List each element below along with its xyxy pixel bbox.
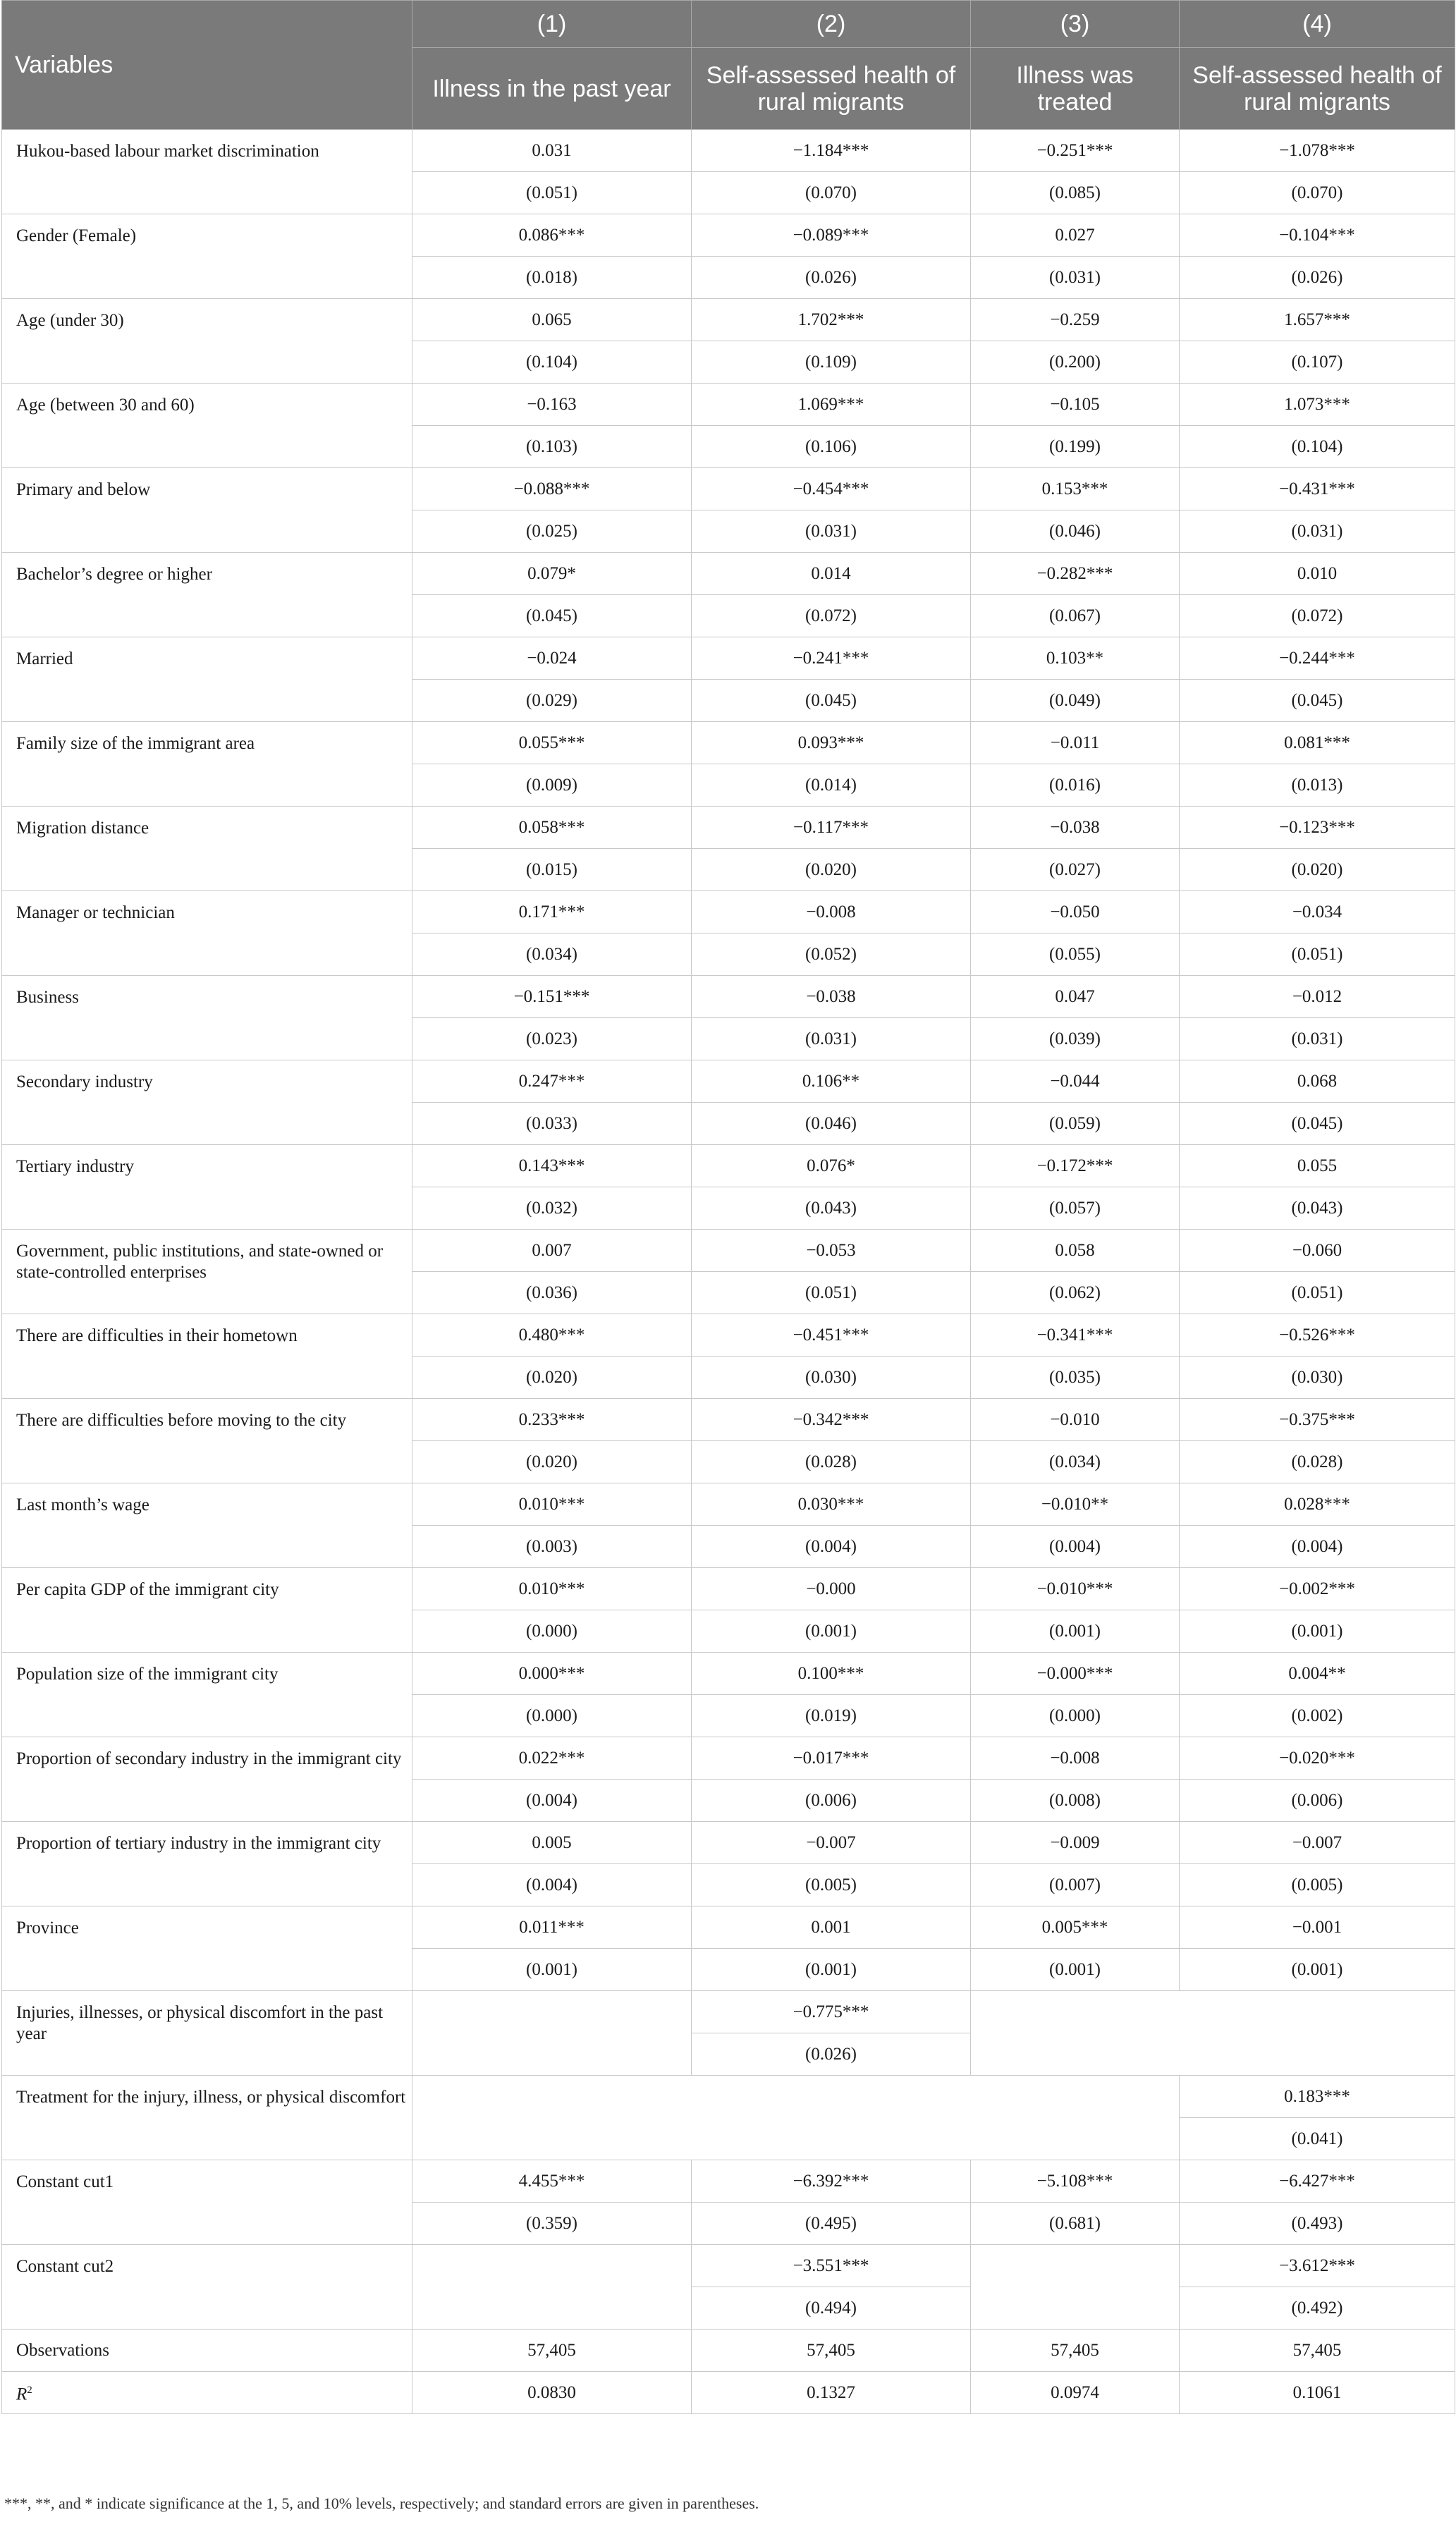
standard-error-cell: (0.005) <box>1180 1864 1455 1906</box>
coefficient-cell: 0.022*** <box>412 1737 692 1780</box>
standard-error-cell: (0.049) <box>971 680 1180 722</box>
standard-error-cell: (0.067) <box>971 595 1180 637</box>
coefficient-cell: −0.241*** <box>692 637 971 680</box>
standard-error-cell: (0.031) <box>1180 510 1455 553</box>
standard-error-cell: (0.001) <box>971 1949 1180 1991</box>
standard-error-cell: (0.494) <box>692 2287 971 2330</box>
table-row <box>2 468 1455 510</box>
observations-label: Observations <box>2 2330 412 2372</box>
standard-error-cell: (0.004) <box>412 1864 692 1906</box>
standard-error-cell: (0.046) <box>692 1103 971 1145</box>
standard-error-cell: (0.359) <box>412 2203 692 2245</box>
standard-error-cell: (0.493) <box>1180 2203 1455 2245</box>
r-squared-symbol: R <box>16 2385 27 2404</box>
observations-cell: 57,405 <box>692 2330 971 2372</box>
standard-error-cell: (0.043) <box>1180 1187 1455 1230</box>
coefficient-cell: −0.105 <box>971 384 1180 426</box>
coefficient-cell: 0.076* <box>692 1145 971 1187</box>
table-row <box>2 2372 1455 2414</box>
standard-error-cell: (0.199) <box>971 426 1180 468</box>
coefficient-cell: −0.034 <box>1180 891 1455 933</box>
coefficient-cell: 0.055 <box>1180 1145 1455 1187</box>
coefficient-cell: 0.058*** <box>412 807 692 849</box>
table-row <box>2 1991 1455 2033</box>
col-number-4: (4) <box>1180 1 1455 48</box>
standard-error-cell: (0.034) <box>971 1441 1180 1483</box>
coefficient-cell: −1.184*** <box>692 130 971 172</box>
coefficient-cell: −0.038 <box>692 976 971 1018</box>
coefficient-cell: 1.657*** <box>1180 299 1455 341</box>
coefficient-cell: 0.086*** <box>412 214 692 257</box>
table-row <box>2 2160 1455 2203</box>
coefficient-cell: 0.058 <box>971 1230 1180 1272</box>
coefficient-cell: −0.002*** <box>1180 1568 1455 1610</box>
table-row <box>2 1653 1455 1695</box>
r-squared-cell: 0.1061 <box>1180 2372 1455 2414</box>
standard-error-cell: (0.004) <box>692 1526 971 1568</box>
r-squared-cell: 0.1327 <box>692 2372 971 2414</box>
r-squared-cell: 0.0830 <box>412 2372 692 2414</box>
variable-label: Family size of the immigrant area <box>2 722 412 807</box>
standard-error-cell: (0.051) <box>692 1272 971 1314</box>
standard-error-cell: (0.025) <box>412 510 692 553</box>
coefficient-cell: −0.011 <box>971 722 1180 764</box>
standard-error-cell: (0.020) <box>1180 849 1455 891</box>
standard-error-cell: (0.030) <box>692 1357 971 1399</box>
coefficient-cell: −0.088*** <box>412 468 692 510</box>
col-number-2: (2) <box>692 1 971 48</box>
standard-error-cell: (0.019) <box>692 1695 971 1737</box>
coefficient-cell: −0.431*** <box>1180 468 1455 510</box>
r-squared-label <box>2 2372 412 2414</box>
empty-cell <box>971 2245 1180 2330</box>
standard-error-cell: (0.681) <box>971 2203 1180 2245</box>
standard-error-cell: (0.106) <box>692 426 971 468</box>
standard-error-cell: (0.003) <box>412 1526 692 1568</box>
coefficient-cell: 0.247*** <box>412 1060 692 1103</box>
standard-error-cell: (0.495) <box>692 2203 971 2245</box>
col-number-3: (3) <box>971 1 1180 48</box>
observations-cell: 57,405 <box>971 2330 1180 2372</box>
standard-error-cell: (0.104) <box>1180 426 1455 468</box>
standard-error-cell: (0.072) <box>1180 595 1455 637</box>
coefficient-cell: −1.078*** <box>1180 130 1455 172</box>
table-row <box>2 807 1455 849</box>
coefficient-cell: −3.612*** <box>1180 2245 1455 2287</box>
variable-label: Tertiary industry <box>2 1145 412 1230</box>
coefficient-cell: −0.010** <box>971 1483 1180 1526</box>
standard-error-cell: (0.035) <box>971 1357 1180 1399</box>
table-row <box>2 976 1455 1018</box>
coefficient-cell: 0.005 <box>412 1822 692 1864</box>
variable-label: There are difficulties before moving to the city <box>2 1399 412 1483</box>
table-row <box>2 1483 1455 1526</box>
coefficient-cell: −0.089*** <box>692 214 971 257</box>
standard-error-cell: (0.109) <box>692 341 971 384</box>
standard-error-cell: (0.028) <box>1180 1441 1455 1483</box>
coefficient-cell: −0.008 <box>692 891 971 933</box>
standard-error-cell: (0.015) <box>412 849 692 891</box>
coefficient-cell: −0.010*** <box>971 1568 1180 1610</box>
standard-error-cell: (0.031) <box>692 510 971 553</box>
variable-label: Primary and below <box>2 468 412 553</box>
standard-error-cell: (0.029) <box>412 680 692 722</box>
variable-label: Business <box>2 976 412 1060</box>
standard-error-cell: (0.000) <box>412 1610 692 1653</box>
variable-label: Hukou-based labour market discrimination <box>2 130 412 214</box>
variable-label: Last month’s wage <box>2 1483 412 1568</box>
coefficient-cell: 0.153*** <box>971 468 1180 510</box>
coefficient-cell: −0.007 <box>692 1822 971 1864</box>
table-row <box>2 1230 1455 1272</box>
coefficient-cell: −0.010 <box>971 1399 1180 1441</box>
table-row <box>2 1822 1455 1864</box>
standard-error-cell: (0.059) <box>971 1103 1180 1145</box>
variable-label: Government, public institutions, and state-owned or state-controlled enterprises <box>2 1230 412 1314</box>
coefficient-cell: 0.000*** <box>412 1653 692 1695</box>
coefficient-cell: 4.455*** <box>412 2160 692 2203</box>
standard-error-cell: (0.001) <box>412 1949 692 1991</box>
coefficient-cell: −6.392*** <box>692 2160 971 2203</box>
coefficient-cell: 0.106** <box>692 1060 971 1103</box>
coefficient-cell: 0.031 <box>412 130 692 172</box>
coefficient-cell: −0.053 <box>692 1230 971 1272</box>
coefficient-cell: 0.143*** <box>412 1145 692 1187</box>
standard-error-cell: (0.034) <box>412 933 692 976</box>
variable-label: Constant cut1 <box>2 2160 412 2245</box>
coefficient-cell: 0.183*** <box>1180 2076 1455 2118</box>
standard-error-cell: (0.200) <box>971 341 1180 384</box>
coefficient-cell: 0.010*** <box>412 1568 692 1610</box>
coefficient-cell: −0.526*** <box>1180 1314 1455 1357</box>
table-row <box>2 299 1455 341</box>
observations-cell: 57,405 <box>412 2330 692 2372</box>
header-row-numbers <box>2 1 1455 48</box>
standard-error-cell: (0.000) <box>412 1695 692 1737</box>
standard-error-cell: (0.023) <box>412 1018 692 1060</box>
coefficient-cell: −0.000*** <box>971 1653 1180 1695</box>
coefficient-cell: −0.000 <box>692 1568 971 1610</box>
standard-error-cell: (0.028) <box>692 1441 971 1483</box>
standard-error-cell: (0.016) <box>971 764 1180 807</box>
standard-error-cell: (0.030) <box>1180 1357 1455 1399</box>
standard-error-cell: (0.006) <box>1180 1780 1455 1822</box>
standard-error-cell: (0.026) <box>1180 257 1455 299</box>
variable-label: Per capita GDP of the immigrant city <box>2 1568 412 1653</box>
variable-label: Population size of the immigrant city <box>2 1653 412 1737</box>
r-squared-exponent: 2 <box>27 2385 32 2396</box>
col-title-2: Self-assessed health of rural migrants <box>692 48 971 130</box>
coefficient-cell: 0.093*** <box>692 722 971 764</box>
coefficient-cell: −0.123*** <box>1180 807 1455 849</box>
standard-error-cell: (0.062) <box>971 1272 1180 1314</box>
coefficient-cell: 0.027 <box>971 214 1180 257</box>
standard-error-cell: (0.036) <box>412 1272 692 1314</box>
standard-error-cell: (0.002) <box>1180 1695 1455 1737</box>
coefficient-cell: 1.073*** <box>1180 384 1455 426</box>
standard-error-cell: (0.004) <box>971 1526 1180 1568</box>
standard-error-cell: (0.004) <box>412 1780 692 1822</box>
standard-error-cell: (0.026) <box>692 257 971 299</box>
standard-error-cell: (0.014) <box>692 764 971 807</box>
table-row <box>2 384 1455 426</box>
coefficient-cell: −0.454*** <box>692 468 971 510</box>
coefficient-cell: 0.001 <box>692 1906 971 1949</box>
table-row <box>2 1906 1455 1949</box>
coefficient-cell: −0.151*** <box>412 976 692 1018</box>
coefficient-cell: −0.001 <box>1180 1906 1455 1949</box>
coefficient-cell: −0.050 <box>971 891 1180 933</box>
coefficient-cell: 0.047 <box>971 976 1180 1018</box>
coefficient-cell: −0.044 <box>971 1060 1180 1103</box>
standard-error-cell: (0.001) <box>1180 1610 1455 1653</box>
table-row <box>2 214 1455 257</box>
table-footnote: ***, **, and * indicate significance at the 1, 5, and 10% levels, respectively; and standard errors are given in parentheses. <box>4 2495 759 2512</box>
standard-error-cell: (0.057) <box>971 1187 1180 1230</box>
table-row <box>2 2245 1455 2287</box>
coefficient-cell: −0.172*** <box>971 1145 1180 1187</box>
standard-error-cell: (0.051) <box>412 172 692 214</box>
coefficient-cell: 0.081*** <box>1180 722 1455 764</box>
standard-error-cell: (0.006) <box>692 1780 971 1822</box>
table-row <box>2 2076 1455 2118</box>
standard-error-cell: (0.045) <box>692 680 971 722</box>
coefficient-cell: −0.104*** <box>1180 214 1455 257</box>
coefficient-cell: −0.775*** <box>692 1991 971 2033</box>
coefficient-cell: −0.244*** <box>1180 637 1455 680</box>
coefficient-cell: −0.451*** <box>692 1314 971 1357</box>
standard-error-cell: (0.031) <box>692 1018 971 1060</box>
coefficient-cell: 0.011*** <box>412 1906 692 1949</box>
standard-error-cell: (0.004) <box>1180 1526 1455 1568</box>
variable-label: Age (between 30 and 60) <box>2 384 412 468</box>
variables-header: Variables <box>2 1 412 130</box>
variable-label: Injuries, illnesses, or physical discomfort in the past year <box>2 1991 412 2076</box>
standard-error-cell: (0.043) <box>692 1187 971 1230</box>
coefficient-cell: 0.233*** <box>412 1399 692 1441</box>
table-row <box>2 1737 1455 1780</box>
standard-error-cell: (0.031) <box>971 257 1180 299</box>
observations-cell: 57,405 <box>1180 2330 1455 2372</box>
coefficient-cell: −0.342*** <box>692 1399 971 1441</box>
standard-error-cell: (0.001) <box>971 1610 1180 1653</box>
coefficient-cell: 0.068 <box>1180 1060 1455 1103</box>
table-row <box>2 722 1455 764</box>
standard-error-cell: (0.001) <box>692 1949 971 1991</box>
standard-error-cell: (0.008) <box>971 1780 1180 1822</box>
coefficient-cell: −0.060 <box>1180 1230 1455 1272</box>
coefficient-cell: −0.020*** <box>1180 1737 1455 1780</box>
variable-label: Proportion of secondary industry in the immigrant city <box>2 1737 412 1822</box>
standard-error-cell: (0.018) <box>412 257 692 299</box>
coefficient-cell: 0.005*** <box>971 1906 1180 1949</box>
standard-error-cell: (0.007) <box>971 1864 1180 1906</box>
col-title-4: Self-assessed health of rural migrants <box>1180 48 1455 130</box>
coefficient-cell: −3.551*** <box>692 2245 971 2287</box>
coefficient-cell: −0.375*** <box>1180 1399 1455 1441</box>
standard-error-cell: (0.020) <box>412 1357 692 1399</box>
variable-label: Treatment for the injury, illness, or physical discomfort <box>2 2076 412 2160</box>
coefficient-cell: −0.163 <box>412 384 692 426</box>
regression-table <box>1 0 1455 2414</box>
standard-error-cell: (0.055) <box>971 933 1180 976</box>
standard-error-cell: (0.031) <box>1180 1018 1455 1060</box>
variable-label: Married <box>2 637 412 722</box>
table-row <box>2 130 1455 172</box>
col-title-1: Illness in the past year <box>412 48 692 130</box>
variable-label: Migration distance <box>2 807 412 891</box>
table-row <box>2 553 1455 595</box>
table-body <box>2 130 1455 2414</box>
standard-error-cell: (0.103) <box>412 426 692 468</box>
variable-label: Gender (Female) <box>2 214 412 299</box>
standard-error-cell: (0.051) <box>1180 1272 1455 1314</box>
standard-error-cell: (0.041) <box>1180 2118 1455 2160</box>
variable-label: Bachelor’s degree or higher <box>2 553 412 637</box>
variable-label: Age (under 30) <box>2 299 412 384</box>
variable-label: Secondary industry <box>2 1060 412 1145</box>
coefficient-cell: 0.010*** <box>412 1483 692 1526</box>
coefficient-cell: 0.010 <box>1180 553 1455 595</box>
coefficient-cell: 0.171*** <box>412 891 692 933</box>
standard-error-cell: (0.009) <box>412 764 692 807</box>
standard-error-cell: (0.033) <box>412 1103 692 1145</box>
coefficient-cell: −0.009 <box>971 1822 1180 1864</box>
standard-error-cell: (0.001) <box>1180 1949 1455 1991</box>
coefficient-cell: −0.117*** <box>692 807 971 849</box>
coefficient-cell: 0.055*** <box>412 722 692 764</box>
coefficient-cell: −0.259 <box>971 299 1180 341</box>
standard-error-cell: (0.085) <box>971 172 1180 214</box>
coefficient-cell: 1.702*** <box>692 299 971 341</box>
coefficient-cell: −0.341*** <box>971 1314 1180 1357</box>
standard-error-cell: (0.013) <box>1180 764 1455 807</box>
empty-cell <box>412 2245 692 2330</box>
table-row <box>2 1399 1455 1441</box>
variable-label: Manager or technician <box>2 891 412 976</box>
standard-error-cell: (0.026) <box>692 2033 971 2076</box>
coefficient-cell: 0.028*** <box>1180 1483 1455 1526</box>
coefficient-cell: −0.282*** <box>971 553 1180 595</box>
variable-label: Province <box>2 1906 412 1991</box>
standard-error-cell: (0.020) <box>692 849 971 891</box>
variable-label: Proportion of tertiary industry in the immigrant city <box>2 1822 412 1906</box>
standard-error-cell: (0.027) <box>971 849 1180 891</box>
empty-cell <box>412 2076 1180 2160</box>
standard-error-cell: (0.005) <box>692 1864 971 1906</box>
coefficient-cell: 0.103** <box>971 637 1180 680</box>
table-row <box>2 1568 1455 1610</box>
coefficient-cell: 0.100*** <box>692 1653 971 1695</box>
standard-error-cell: (0.072) <box>692 595 971 637</box>
col-number-1: (1) <box>412 1 692 48</box>
standard-error-cell: (0.045) <box>412 595 692 637</box>
coefficient-cell: −0.017*** <box>692 1737 971 1780</box>
standard-error-cell: (0.039) <box>971 1018 1180 1060</box>
table-row <box>2 637 1455 680</box>
standard-error-cell: (0.020) <box>412 1441 692 1483</box>
table-row <box>2 1145 1455 1187</box>
table-row <box>2 891 1455 933</box>
variable-label: Constant cut2 <box>2 2245 412 2330</box>
standard-error-cell: (0.045) <box>1180 1103 1455 1145</box>
standard-error-cell: (0.070) <box>1180 172 1455 214</box>
coefficient-cell: 0.004** <box>1180 1653 1455 1695</box>
table-row <box>2 1060 1455 1103</box>
coefficient-cell: 0.014 <box>692 553 971 595</box>
coefficient-cell: 0.480*** <box>412 1314 692 1357</box>
coefficient-cell: −0.251*** <box>971 130 1180 172</box>
standard-error-cell: (0.492) <box>1180 2287 1455 2330</box>
coefficient-cell: −0.012 <box>1180 976 1455 1018</box>
table-row <box>2 2330 1455 2372</box>
coefficient-cell: 0.079* <box>412 553 692 595</box>
standard-error-cell: (0.107) <box>1180 341 1455 384</box>
standard-error-cell: (0.052) <box>692 933 971 976</box>
empty-cell <box>412 1991 692 2076</box>
coefficient-cell: 0.065 <box>412 299 692 341</box>
standard-error-cell: (0.070) <box>692 172 971 214</box>
variable-label: There are difficulties in their hometown <box>2 1314 412 1399</box>
standard-error-cell: (0.045) <box>1180 680 1455 722</box>
coefficient-cell: −0.007 <box>1180 1822 1455 1864</box>
coefficient-cell: −6.427*** <box>1180 2160 1455 2203</box>
coefficient-cell: −0.038 <box>971 807 1180 849</box>
standard-error-cell: (0.046) <box>971 510 1180 553</box>
coefficient-cell: −5.108*** <box>971 2160 1180 2203</box>
coefficient-cell: 0.007 <box>412 1230 692 1272</box>
coefficient-cell: 0.030*** <box>692 1483 971 1526</box>
empty-cell <box>971 1991 1455 2076</box>
standard-error-cell: (0.032) <box>412 1187 692 1230</box>
standard-error-cell: (0.104) <box>412 341 692 384</box>
standard-error-cell: (0.000) <box>971 1695 1180 1737</box>
col-title-3: Illness was treated <box>971 48 1180 130</box>
table-row <box>2 1314 1455 1357</box>
coefficient-cell: −0.008 <box>971 1737 1180 1780</box>
r-squared-cell: 0.0974 <box>971 2372 1180 2414</box>
coefficient-cell: 1.069*** <box>692 384 971 426</box>
coefficient-cell: −0.024 <box>412 637 692 680</box>
standard-error-cell: (0.051) <box>1180 933 1455 976</box>
standard-error-cell: (0.001) <box>692 1610 971 1653</box>
